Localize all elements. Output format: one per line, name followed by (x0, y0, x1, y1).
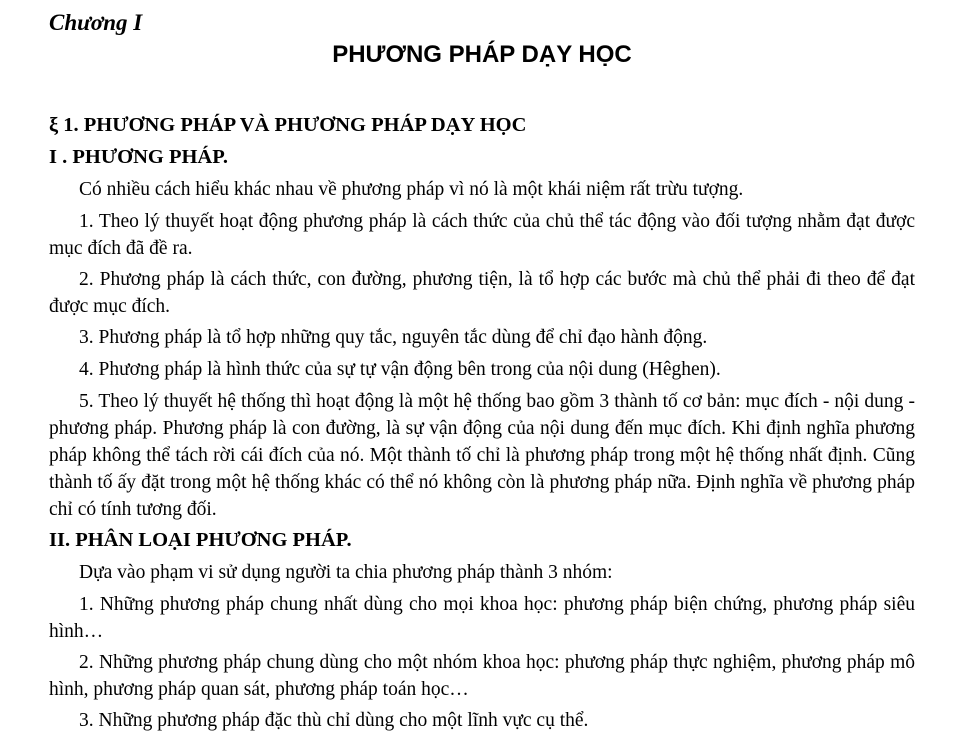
part2-heading: II. PHÂN LOẠI PHƯƠNG PHÁP. (49, 529, 352, 551)
part1-intro: Có nhiều cách hiểu khác nhau về phương pháp vì nó là một khái niệm rất trừu tượng. (79, 179, 744, 200)
document-page (49, 8, 915, 739)
part2-item-1: 1. Những phương pháp chung nhất dùng cho mọi khoa học: phương pháp biện chứng, phương pháp siêu hình… (49, 594, 915, 642)
part1-item-1: 1. Theo lý thuyết hoạt động phương pháp là cách thức của chủ thể tác động vào đối tượng nhằm đạt được mục đích đã đề ra. (49, 211, 915, 259)
part1-item-4: 4. Phương pháp là hình thức của sự tự vận động bên trong của nội dung (Hêghen). (79, 359, 721, 380)
part1-item-5: 5. Theo lý thuyết hệ thống thì hoạt động là một hệ thống bao gồm 3 thành tố cơ bản: mục đích - nội dung - phương pháp. Phương pháp là con đường, là sự vận động của nội dung đến mục đích. Khi định nghĩa phương pháp không thể tách rời cái đích của nó. Một thành tố chỉ là phương pháp trong một hệ thống nhất định. Cũng thành tố ấy đặt trong một hệ thống khác có thể nó không còn là phương pháp nữa. Định nghĩa về phương pháp chỉ có tính tương đối. (49, 391, 915, 520)
chapter-label: Chương I (49, 10, 143, 35)
section-heading: ξ 1. PHƯƠNG PHÁP VÀ PHƯƠNG PHÁP DẠY HỌC (49, 114, 527, 136)
part1-item-2: 2. Phương pháp là cách thức, con đường, phương tiện, là tổ hợp các bước mà chủ thể phải đi theo để đạt được mục đích. (49, 269, 915, 317)
part1-heading: I . PHƯƠNG PHÁP. (49, 146, 228, 168)
part2-intro: Dựa vào phạm vi sử dụng người ta chia phương pháp thành 3 nhóm: (79, 562, 613, 583)
part2-item-2: 2. Những phương pháp chung dùng cho một nhóm khoa học: phương pháp thực nghiệm, phương pháp mô hình, phương pháp quan sát, phương pháp toán học… (49, 652, 915, 700)
part2-item-3: 3. Những phương pháp đặc thù chỉ dùng cho một lĩnh vực cụ thể. (79, 710, 589, 731)
part1-item-3: 3. Phương pháp là tổ hợp những quy tắc, nguyên tắc dùng để chỉ đạo hành động. (79, 327, 708, 348)
page-title: PHƯƠNG PHÁP DẠY HỌC (332, 41, 632, 68)
